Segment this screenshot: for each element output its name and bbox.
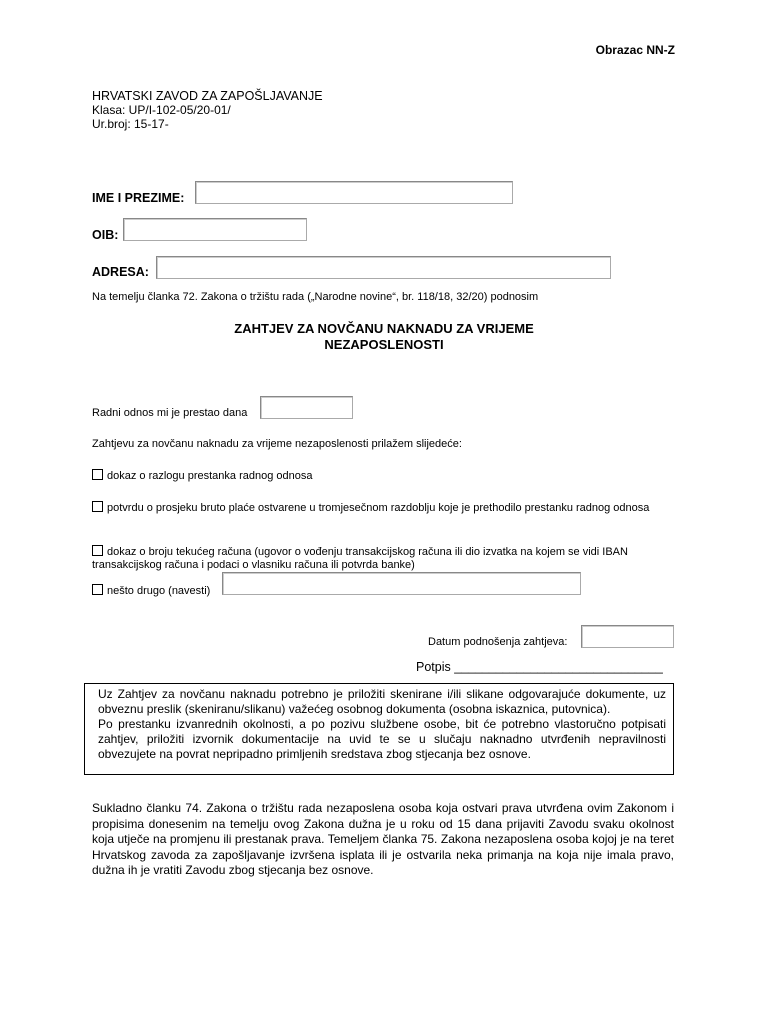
notice-box — [84, 683, 674, 775]
submission-date-label: Datum podnošenja zahtjeva: — [428, 636, 568, 648]
document-title — [0, 321, 768, 353]
attachment-item — [92, 469, 672, 483]
checkbox[interactable] — [92, 469, 103, 480]
form-code: Obrazac NN-Z — [595, 43, 675, 57]
signature-row — [416, 660, 663, 674]
klasa-number: Klasa: UP/I-102-05/20-01/ — [92, 103, 231, 117]
checkbox[interactable] — [92, 501, 103, 512]
notice-paragraph-1: Uz Zahtjev za novčanu naknadu potrebno je priložiti skenirane i/ili slikane odgovarajuće dokumente, uz obveznu preslik (skeniranu/slikanu) važećeg osobnog dokumenta (osobna iskaznica, putovnica). — [98, 687, 666, 716]
legal-notice-paragraph: Sukladno članku 74. Zakona o tržištu rada nezaposlena osoba koja ostvari prava utvrđena ovim Zakonom i propisima donesenim na temelju ovog Zakona dužna je u roku od 15 dana prijaviti Zavodu svaku okolnost koja utječe na promjenu ili prestanak prava. Temeljem članka 75. Zakona nezaposlena osoba kojoj je na teret Hrvatskog zavoda za zapošljavanje izvršena isplata ili je ostvarila neka primanja na koja nije imala pravo, dužna ih je vratiti Zavodu zbog stjecanja bez osnove. — [92, 801, 674, 877]
checkbox[interactable] — [92, 584, 103, 595]
signature-label: Potpis — [416, 660, 451, 674]
urbroj-number: Ur.broj: 15-17- — [92, 117, 169, 131]
oib-label: OIB: — [92, 228, 119, 242]
attachments-intro: Zahtjevu za novčanu naknadu za vrijeme nezaposlenosti prilažem slijedeće: — [92, 438, 462, 450]
address-label: ADRESA: — [92, 265, 149, 279]
document-header — [92, 89, 323, 131]
attachment-label: nešto drugo (navesti) — [107, 585, 211, 597]
checkbox[interactable] — [92, 545, 103, 556]
attachment-item — [92, 584, 210, 598]
attachment-label: potvrdu o prosjeku bruto plaće ostvarene u tromjesečnom razdoblju koje je prethodilo prestanku radnog odnosa — [107, 502, 650, 514]
attachment-label: dokaz o broju tekućeg računa (ugovor o vođenju transakcijskog računa ili dio izvatka na kojem se vidi IBAN transakcijskog računa i podaci o vlasniku računa ili potvrda banke) — [92, 546, 628, 571]
title-line-2: NEZAPOSLENOSTI — [324, 337, 444, 352]
attachment-item — [92, 501, 652, 515]
title-line-1: ZAHTJEV ZA NOVČANU NAKNADU ZA VRIJEME — [234, 321, 534, 336]
attachment-label: dokaz o razlogu prestanka radnog odnosa — [107, 470, 313, 482]
attachment-item — [92, 545, 672, 572]
oib-field[interactable] — [123, 218, 307, 241]
employment-end-label: Radni odnos mi je prestao dana — [92, 407, 248, 419]
legal-basis-text: Na temelju članka 72. Zakona o tržištu rada („Narodne novine“, br. 118/18, 32/20) podnosim — [92, 291, 539, 303]
name-label: IME I PREZIME: — [92, 191, 185, 205]
notice-paragraph-2: Po prestanku izvanrednih okolnosti, a po pozivu službene osobe, bit će potrebno vlastoručno potpisati zahtjev, priložiti izvornik dokumentacije na uvid te se u slučaju naknadno utvrđenih nepravilnosti obvezujete na povrat nepripadno primljenih sredstava zbog stjecanja bez osnove. — [98, 717, 666, 761]
institution-name: HRVATSKI ZAVOD ZA ZAPOŠLJAVANJE — [92, 89, 323, 103]
name-field[interactable] — [195, 181, 513, 204]
employment-end-field[interactable] — [260, 396, 353, 419]
other-attachment-field[interactable] — [222, 572, 581, 595]
address-field[interactable] — [156, 256, 611, 279]
submission-date-field[interactable] — [581, 625, 674, 648]
signature-line[interactable]: ______________________________ — [454, 660, 663, 674]
